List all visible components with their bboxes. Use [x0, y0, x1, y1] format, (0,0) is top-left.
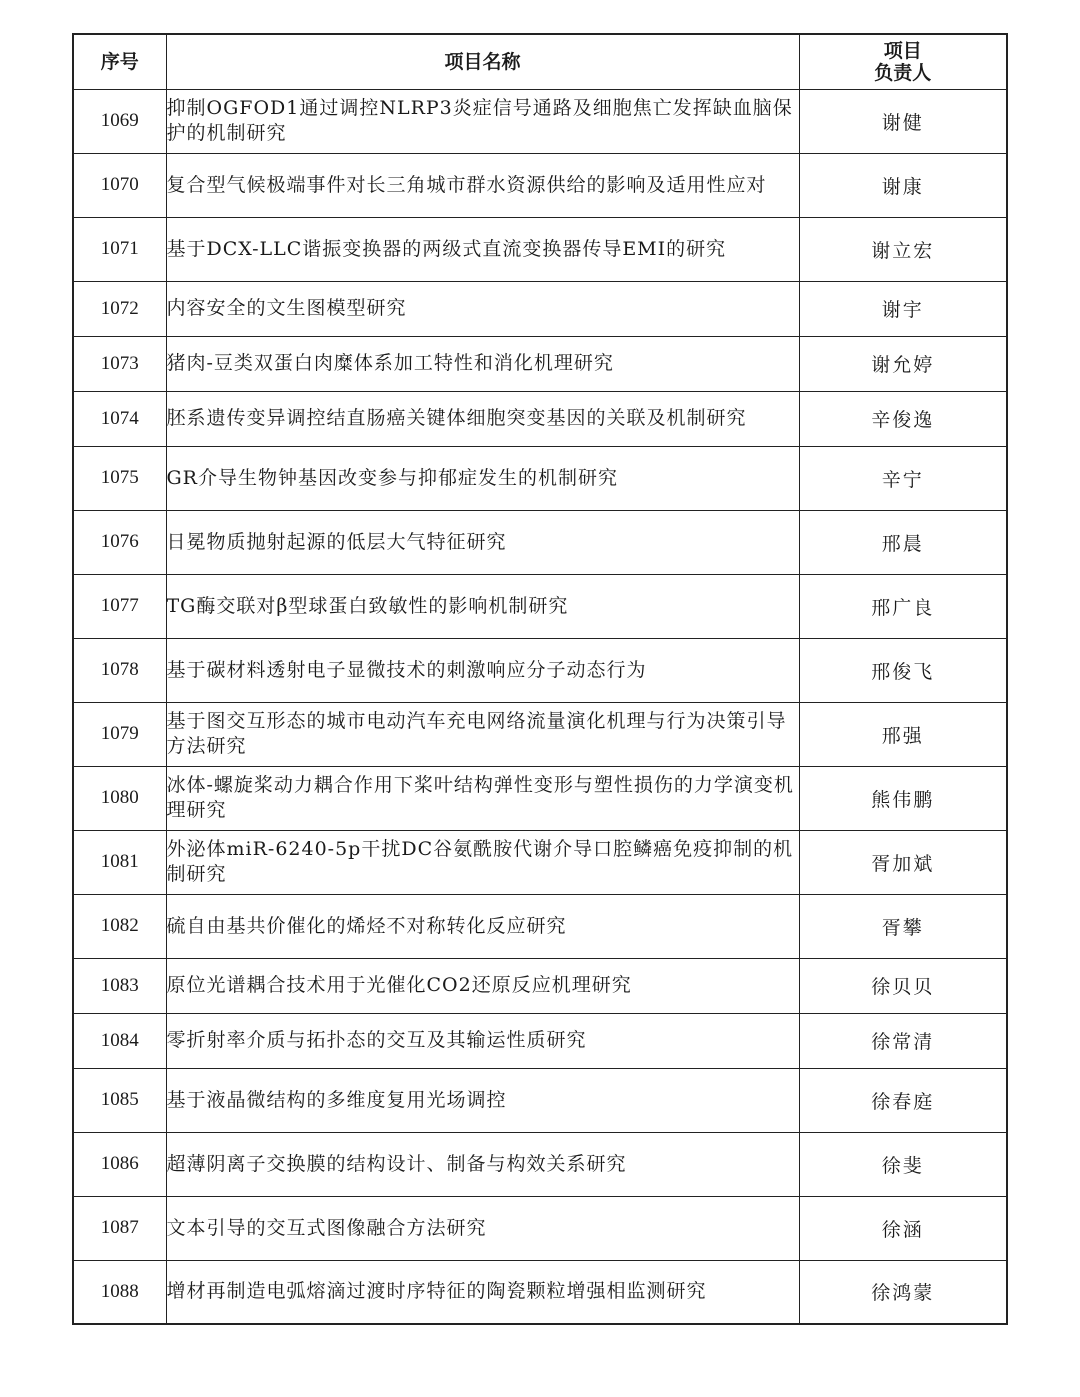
- row-index: 1077: [73, 574, 166, 638]
- table-row: [73, 281, 1007, 336]
- table-row: [73, 1013, 1007, 1068]
- row-project-name: 内容安全的文生图模型研究: [166, 281, 799, 336]
- table-row: [73, 1132, 1007, 1196]
- row-owner: 徐涵: [799, 1196, 1007, 1260]
- row-owner: 徐常清: [799, 1013, 1007, 1068]
- table-row: [73, 89, 1007, 153]
- row-index: 1078: [73, 638, 166, 702]
- row-index: 1081: [73, 830, 166, 894]
- table-row: [73, 391, 1007, 446]
- row-index: 1079: [73, 702, 166, 766]
- row-project-name: 增材再制造电弧熔滴过渡时序特征的陶瓷颗粒增强相监测研究: [166, 1260, 799, 1324]
- table-row: [73, 766, 1007, 830]
- row-project-name: 基于DCX-LLC谐振变换器的两级式直流变换器传导EMI的研究: [166, 217, 799, 281]
- table-row: [73, 446, 1007, 510]
- row-index: 1083: [73, 958, 166, 1013]
- row-index: 1084: [73, 1013, 166, 1068]
- header-owner: [799, 34, 1007, 89]
- row-index: 1069: [73, 89, 166, 153]
- table-row: [73, 958, 1007, 1013]
- row-project-name: 胚系遗传变异调控结直肠癌关键体细胞突变基因的关联及机制研究: [166, 391, 799, 446]
- row-owner: 谢立宏: [799, 217, 1007, 281]
- row-project-name: 复合型气候极端事件对长三角城市群水资源供给的影响及适用性应对: [166, 153, 799, 217]
- row-owner: 谢康: [799, 153, 1007, 217]
- row-project-name: TG酶交联对β型球蛋白致敏性的影响机制研究: [166, 574, 799, 638]
- row-project-name: 外泌体miR-6240-5p干扰DC谷氨酰胺代谢介导口腔鳞癌免疫抑制的机制研究: [166, 830, 799, 894]
- row-index: 1088: [73, 1260, 166, 1324]
- row-owner: 辛宁: [799, 446, 1007, 510]
- row-index: 1085: [73, 1068, 166, 1132]
- row-owner: 邢俊飞: [799, 638, 1007, 702]
- header-index: 序号: [73, 34, 166, 89]
- table-row: [73, 510, 1007, 574]
- table-row: [73, 702, 1007, 766]
- table-row: [73, 153, 1007, 217]
- row-project-name: GR介导生物钟基因改变参与抑郁症发生的机制研究: [166, 446, 799, 510]
- row-project-name: 日冕物质抛射起源的低层大气特征研究: [166, 510, 799, 574]
- table-row: [73, 1260, 1007, 1324]
- row-index: 1072: [73, 281, 166, 336]
- row-index: 1080: [73, 766, 166, 830]
- header-owner-line1: 项目: [883, 39, 922, 62]
- table-row: [73, 217, 1007, 281]
- row-owner: 徐贝贝: [799, 958, 1007, 1013]
- row-project-name: 硫自由基共价催化的烯烃不对称转化反应研究: [166, 894, 799, 958]
- row-index: 1073: [73, 336, 166, 391]
- row-index: 1086: [73, 1132, 166, 1196]
- row-owner: 邢晨: [799, 510, 1007, 574]
- row-project-name: 基于图交互形态的城市电动汽车充电网络流量演化机理与行为决策引导方法研究: [166, 702, 799, 766]
- row-owner: 邢强: [799, 702, 1007, 766]
- row-owner: 熊伟鹏: [799, 766, 1007, 830]
- header-name: 项目名称: [166, 34, 799, 89]
- table-row: [73, 830, 1007, 894]
- row-index: 1074: [73, 391, 166, 446]
- row-owner: 胥攀: [799, 894, 1007, 958]
- row-owner: 谢宇: [799, 281, 1007, 336]
- row-project-name: 零折射率介质与拓扑态的交互及其输运性质研究: [166, 1013, 799, 1068]
- table-row: [73, 336, 1007, 391]
- row-owner: 谢健: [799, 89, 1007, 153]
- table-row: [73, 894, 1007, 958]
- row-owner: 邢广良: [799, 574, 1007, 638]
- row-index: 1071: [73, 217, 166, 281]
- header-owner-line2: 负责人: [874, 61, 932, 84]
- row-index: 1087: [73, 1196, 166, 1260]
- row-index: 1070: [73, 153, 166, 217]
- row-index: 1082: [73, 894, 166, 958]
- table-header-row: [73, 34, 1007, 89]
- table-row: [73, 1196, 1007, 1260]
- row-owner: 徐鸿蒙: [799, 1260, 1007, 1324]
- row-project-name: 基于碳材料透射电子显微技术的刺激响应分子动态行为: [166, 638, 799, 702]
- row-project-name: 文本引导的交互式图像融合方法研究: [166, 1196, 799, 1260]
- table-row: [73, 638, 1007, 702]
- table-row: [73, 1068, 1007, 1132]
- row-project-name: 猪肉-豆类双蛋白肉糜体系加工特性和消化机理研究: [166, 336, 799, 391]
- row-project-name: 冰体-螺旋桨动力耦合作用下桨叶结构弹性变形与塑性损伤的力学演变机理研究: [166, 766, 799, 830]
- row-project-name: 基于液晶微结构的多维度复用光场调控: [166, 1068, 799, 1132]
- row-index: 1076: [73, 510, 166, 574]
- table-row: [73, 574, 1007, 638]
- row-owner: 徐春庭: [799, 1068, 1007, 1132]
- row-owner: 谢允婷: [799, 336, 1007, 391]
- row-project-name: 原位光谱耦合技术用于光催化CO2还原反应机理研究: [166, 958, 799, 1013]
- row-index: 1075: [73, 446, 166, 510]
- row-owner: 徐斐: [799, 1132, 1007, 1196]
- project-table: [72, 33, 1008, 1325]
- row-project-name: 抑制OGFOD1通过调控NLRP3炎症信号通路及细胞焦亡发挥缺血脑保护的机制研究: [166, 89, 799, 153]
- row-owner: 辛俊逸: [799, 391, 1007, 446]
- row-owner: 胥加斌: [799, 830, 1007, 894]
- row-project-name: 超薄阴离子交换膜的结构设计、制备与构效关系研究: [166, 1132, 799, 1196]
